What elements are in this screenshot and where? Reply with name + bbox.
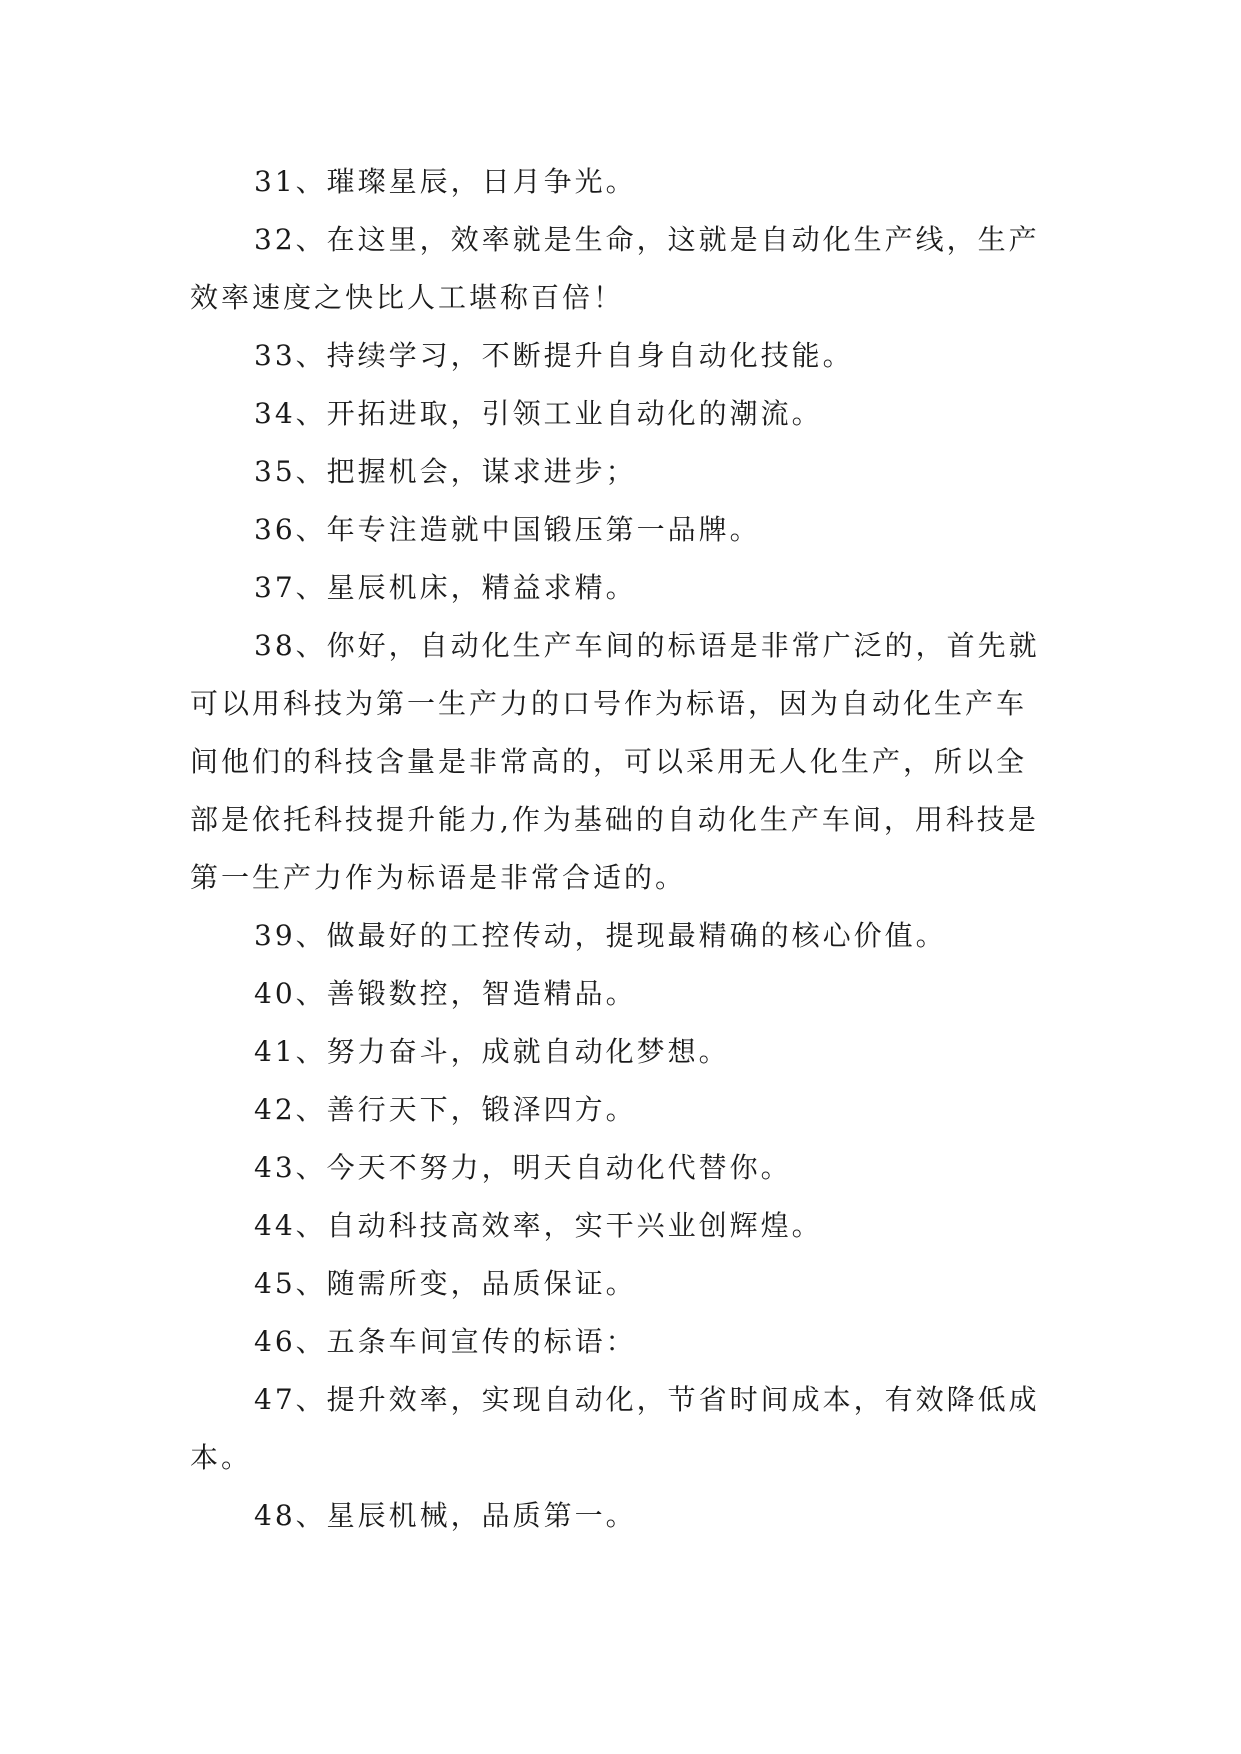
paragraph-33: 33、持续学习，不断提升自身自动化技能。 — [254, 339, 854, 372]
paragraph-47: 47、提升效率，实现自动化，节省时间成本，有效降低成本。 — [190, 1383, 1040, 1474]
paragraph-48: 48、星辰机械，品质第一。 — [254, 1499, 637, 1532]
paragraph-41: 41、努力奋斗，成就自动化梦想。 — [254, 1035, 730, 1068]
paragraph-38: 38、你好，自动化生产车间的标语是非常广泛的，首先就可以用科技为第一生产力的口号作为标语，因为自动化生产车间他们的科技含量是非常高的，可以采用无人化生产，所以全部是依托科技提升能力,作为基础的自动化生产车间，用科技是第一生产力作为标语是非常合适的。 — [190, 629, 1040, 894]
paragraph-43: 43、今天不努力，明天自动化代替你。 — [254, 1151, 792, 1184]
paragraph-45: 45、随需所变，品质保证。 — [254, 1267, 637, 1300]
paragraph-37: 37、星辰机床，精益求精。 — [254, 571, 637, 604]
paragraph-40: 40、善锻数控，智造精品。 — [254, 977, 637, 1010]
paragraph-31: 31、璀璨星辰，日月争光。 — [254, 165, 637, 198]
paragraph-35: 35、把握机会，谋求进步； — [254, 455, 637, 488]
paragraph-39: 39、做最好的工控传动，提现最精确的核心价值。 — [254, 919, 947, 952]
document-body — [190, 153, 1050, 1545]
paragraph-46: 46、五条车间宣传的标语： — [254, 1325, 637, 1358]
paragraph-36: 36、年专注造就中国锻压第一品牌。 — [254, 513, 761, 546]
paragraph-34: 34、开拓进取，引领工业自动化的潮流。 — [254, 397, 823, 430]
paragraph-32: 32、在这里，效率就是生命，这就是自动化生产线，生产效率速度之快比人工堪称百倍！ — [190, 223, 1040, 314]
paragraph-44: 44、自动科技高效率，实干兴业创辉煌。 — [254, 1209, 823, 1242]
paragraph-42: 42、善行天下，锻泽四方。 — [254, 1093, 637, 1126]
